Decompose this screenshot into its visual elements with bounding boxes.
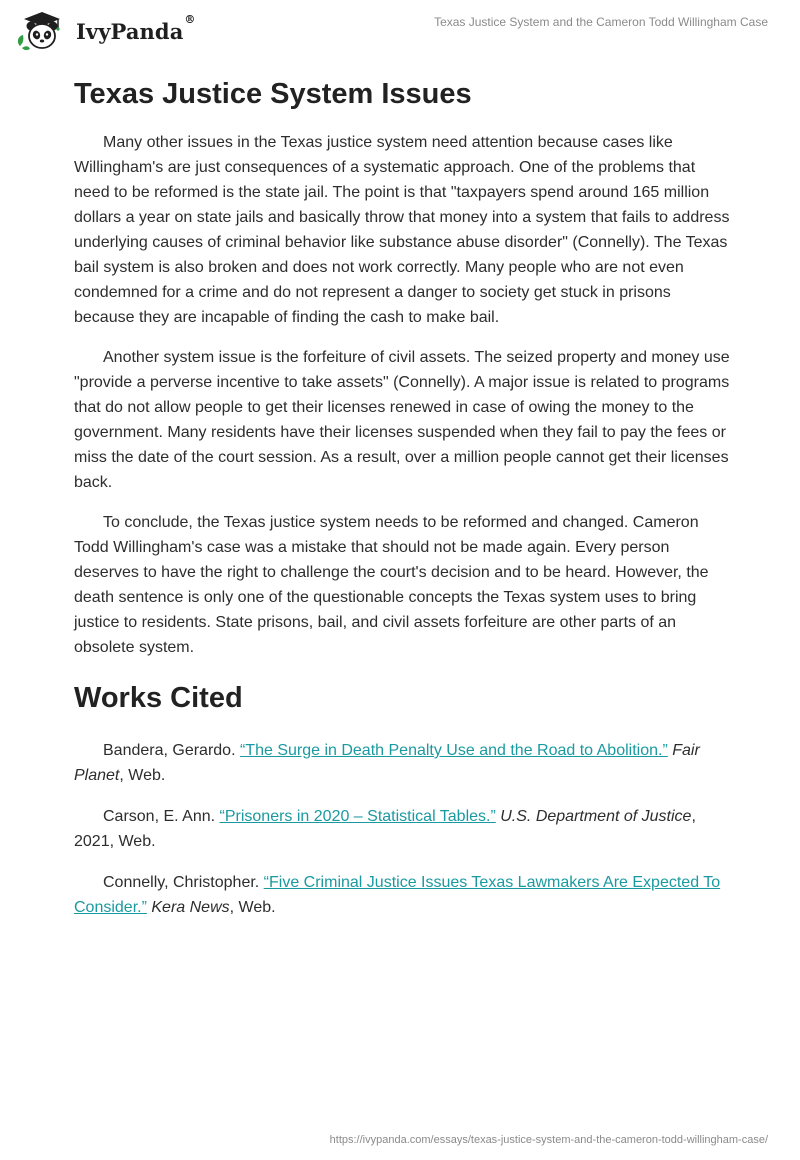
ivypanda-logo[interactable] <box>14 10 196 52</box>
header-document-title: Texas Justice System and the Cameron Todd Willingham Case <box>434 15 768 29</box>
page-header <box>0 0 800 62</box>
citation-link[interactable]: “The Surge in Death Penalty Use and the Road to Abolition.” <box>239 742 668 759</box>
citation-rest: , 2021, Web. <box>74 808 696 850</box>
brand-name: IvyPanda® <box>76 12 196 44</box>
citation-author: Bandera, Gerardo. <box>103 742 240 759</box>
citation-source: Fair Planet <box>74 742 700 784</box>
citation-link[interactable]: “Prisoners in 2020 – Statistical Tables.” <box>219 808 496 825</box>
citation-link[interactable]: “Five Criminal Justice Issues Texas Lawmakers Are Expected To Consider.” <box>74 874 721 916</box>
citation-entry <box>74 870 734 920</box>
essay-content <box>74 68 734 936</box>
section-heading-issues: Texas Justice System Issues <box>74 78 472 110</box>
footer-source-url[interactable]: https://ivypanda.com/essays/texas-justice-system-and-the-cameron-todd-willingham-case/ <box>329 1134 768 1146</box>
citation-author: Connelly, Christopher. <box>103 874 264 891</box>
body-paragraph: Many other issues in the Texas justice system need attention because cases like Willingham's are just consequences of a systematic approach. One of the problems that need to be reformed is the state jail. The point is that "taxpayers spend around 165 million dollars a year on state jails and basically throw that money into a system that fails to address underlying causes of criminal behavior like substance abuse disorder" (Connelly). The Texas bail system is also broken and does not work correctly. Many people who are not even condemned for a crime and do not represent a danger to society get stuck in prisons because they are incapable of finding the cash to make bail. <box>74 134 730 326</box>
panda-graduate-icon <box>14 10 70 52</box>
citation-entry <box>74 738 734 788</box>
citation-source: U.S. Department of Justice <box>500 808 692 825</box>
citation-source: Kera News <box>151 899 230 916</box>
citation-rest: , Web. <box>229 899 276 916</box>
citation-author: Carson, E. Ann. <box>103 808 220 825</box>
body-paragraph: To conclude, the Texas justice system needs to be reformed and changed. Cameron Todd Willingham's case was a mistake that should not be made again. Every person deserves to have the right to challenge the court's decision and to be heard. However, the death sentence is only one of the questionable concepts the Texas system uses to bring justice to residents. State prisons, bail, and civil assets forfeiture are other parts of an obsolete system. <box>74 514 709 656</box>
body-paragraph: Another system issue is the forfeiture of civil assets. The seized property and money use "provide a perverse incentive to take assets" (Connelly). A major issue is related to programs that do not allow people to get their licenses renewed in case of owing the money to the government. Many residents have their licenses suspended when they fail to pay the fees or miss the date of the court session. As a result, over a million people cannot get their licenses back. <box>74 349 730 491</box>
citation-rest: , Web. <box>119 767 166 784</box>
registered-mark: ® <box>184 12 196 26</box>
section-heading-works-cited: Works Cited <box>74 682 243 714</box>
citation-entry <box>74 804 734 854</box>
